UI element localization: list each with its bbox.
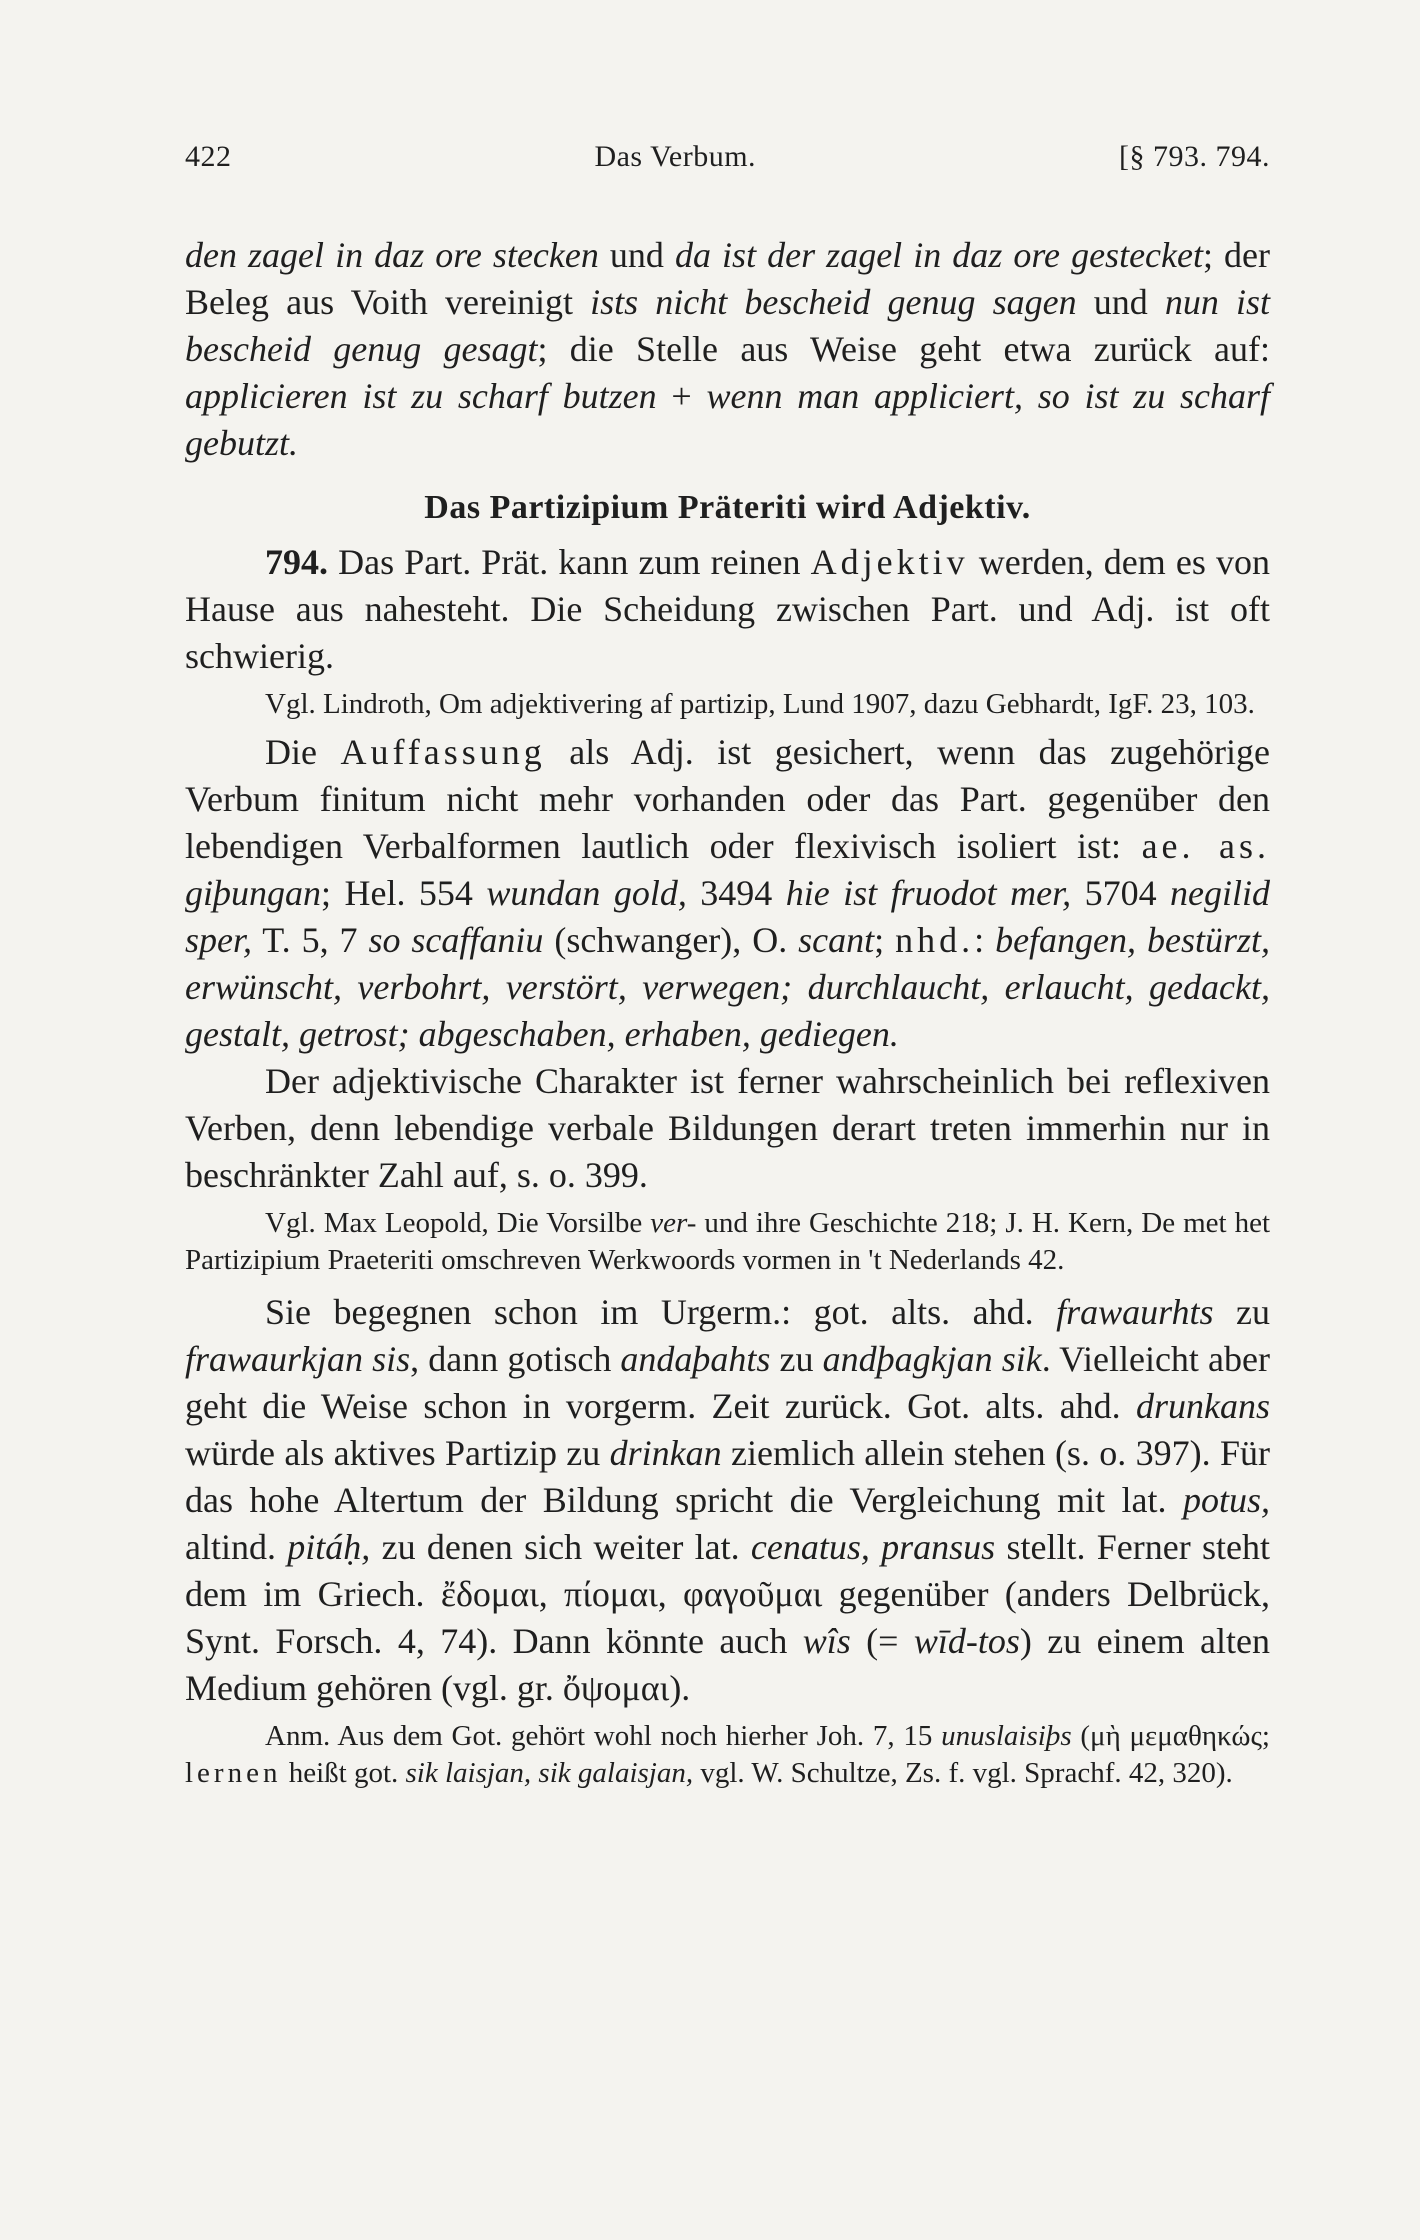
text: Anm. Aus dem Got. gehört wohl noch hierher Joh. 7, 15	[265, 1720, 942, 1752]
text: und	[1076, 282, 1165, 322]
text: ) zu einem alten Medium gehören (vgl. gr. ὄψομαι).	[185, 1621, 1271, 1708]
emphasis: nhd.	[895, 920, 975, 960]
text: zu denen sich weiter lat.	[370, 1527, 751, 1567]
quote: frawaurhts	[1056, 1292, 1214, 1332]
quote: drunkans	[1136, 1386, 1270, 1426]
text: ; die Stelle aus Weise geht etwa zurück auf:	[537, 329, 1270, 369]
quote: unuslaisiþs	[941, 1720, 1072, 1752]
text: und ihre Geschichte 218; J. H. Kern, De met het Partizipium Praeteriti omschreven Werkwoords vormen in 't Nederlands 42.	[185, 1207, 1270, 1276]
text: :	[974, 920, 996, 960]
quote: wenn man appliciert, so ist zu scharf gebutzt.	[185, 376, 1270, 463]
reference-note: Vgl. Lindroth, Om adjektivering af partizip, Lund 1907, dazu Gebhardt, IgF. 23, 103.	[265, 688, 1255, 720]
text: vgl. W. Schultze, Zs. f. vgl. Sprachf. 42, 320).	[693, 1757, 1233, 1789]
quote: sik laisjan, sik galaisjan,	[405, 1757, 694, 1789]
text: Die	[265, 732, 341, 772]
paragraph-urgerm	[185, 1289, 1270, 1712]
section-number: 794.	[265, 542, 328, 582]
quote: potus,	[1182, 1480, 1270, 1520]
quote: hie ist fruodot mer,	[785, 873, 1072, 913]
quote: wundan gold,	[486, 873, 687, 913]
text: ;	[874, 920, 896, 960]
text: als Adj. ist gesichert, wenn das zugehörige Verbum finitum nicht mehr vorhanden oder das Part. gegenüber den lebendigen Verbalformen lautlich oder flexivisch isoliert ist:	[185, 732, 1270, 866]
text: werden, dem es von Hause aus nahesteht. Die Scheidung zwischen Part. und Adj. ist oft schwierig.	[185, 542, 1270, 676]
text: . Vielleicht aber geht die Weise schon in vorgerm. Zeit zurück. Got. alts. ahd.	[185, 1339, 1270, 1426]
text: (=	[850, 1621, 914, 1661]
text: zu	[1213, 1292, 1270, 1332]
text: (μὴ μεμαθηκώς;	[1071, 1720, 1270, 1752]
page-number: 422	[185, 140, 232, 173]
quote: negilid sper,	[185, 873, 1270, 960]
emphasis: Adjektiv	[810, 542, 969, 582]
text: ; der Beleg aus Voith vereinigt	[185, 235, 1271, 322]
quote: giþungan	[185, 873, 322, 913]
quote: andaþahts	[620, 1339, 771, 1379]
text: stellt. Ferner steht dem im Griech. ἔδομαι, πίομαι, φαγοῦμαι gegenüber (anders Delbrück, Synt. Forsch. 4, 74). Dann könnte auch	[185, 1527, 1271, 1661]
annotation-note	[185, 1718, 1270, 1792]
quote: wîs	[802, 1621, 851, 1661]
text: würde als aktives Partizip zu	[185, 1433, 610, 1473]
emphasis: ae. as.	[1141, 826, 1271, 866]
section-heading: Das Partizipium Präteriti wird Adjektiv.	[424, 489, 1031, 526]
text: Sie begegnen schon im Urgerm.: got. alts. ahd.	[265, 1292, 1057, 1332]
text: (schwanger), O.	[543, 920, 799, 960]
quote: wīd-tos	[913, 1621, 1020, 1661]
section-reference: [§ 793. 794.	[1119, 140, 1270, 173]
quote: pitáḥ,	[287, 1527, 371, 1567]
quote: den zagel in daz ore stecken	[185, 235, 599, 275]
text: 5704	[1071, 873, 1171, 913]
text: altind.	[185, 1527, 288, 1567]
text: , dann gotisch	[410, 1339, 621, 1379]
text: und	[598, 235, 675, 275]
text: ; Hel. 554	[321, 873, 487, 913]
emphasis: Auffassung	[340, 732, 546, 772]
quote: da ist der zagel in daz ore gestecket	[675, 235, 1203, 275]
quote: andþagkjan sik	[822, 1339, 1042, 1379]
text: 3494	[686, 873, 786, 913]
text: zu	[770, 1339, 823, 1379]
quote: scant	[798, 920, 875, 960]
text: T. 5, 7	[252, 920, 369, 960]
quote: cenatus, pransus	[750, 1527, 996, 1567]
text: ziemlich allein stehen (s. o. 397). Für das hohe Altertum der Bildung spricht die Vergleichung mit lat.	[185, 1433, 1270, 1520]
paragraph-reflexive: Der adjektivische Charakter ist ferner wahrscheinlich bei reflexiven Verben, denn lebendige verbale Bildungen derart treten immerhin nur in beschränkter Zahl auf, s. o. 399.	[185, 1061, 1270, 1195]
paragraph-continuation	[185, 232, 1270, 467]
paragraph-auffassung	[185, 729, 1270, 1058]
quote: befangen, bestürzt, erwünscht, verbohrt, verstört, verwegen; durchlaucht, erlaucht, gedackt, gestalt, getrost; abgeschaben, erhaben, gediegen.	[185, 920, 1270, 1054]
text: Vgl. Max Leopold, Die Vorsilbe	[265, 1207, 651, 1239]
quote: frawaurkjan sis	[185, 1339, 411, 1379]
text: heißt got.	[281, 1757, 406, 1789]
paragraph-794	[185, 539, 1270, 680]
reference-note	[185, 1205, 1270, 1279]
text: Das Part. Prät. kann zum reinen	[328, 542, 811, 582]
quote: ists nicht bescheid genug sagen	[590, 282, 1077, 322]
quote: ver-	[650, 1207, 697, 1239]
emphasis: lernen	[185, 1757, 282, 1789]
text: +	[656, 376, 707, 416]
running-title: Das Verbum.	[594, 140, 757, 173]
quote: applicieren ist zu scharf butzen	[185, 376, 657, 416]
quote: nun ist bescheid genug gesagt	[185, 282, 1271, 369]
quote: so scaffaniu	[368, 920, 544, 960]
quote: drinkan	[609, 1433, 722, 1473]
page-header	[185, 140, 1270, 174]
